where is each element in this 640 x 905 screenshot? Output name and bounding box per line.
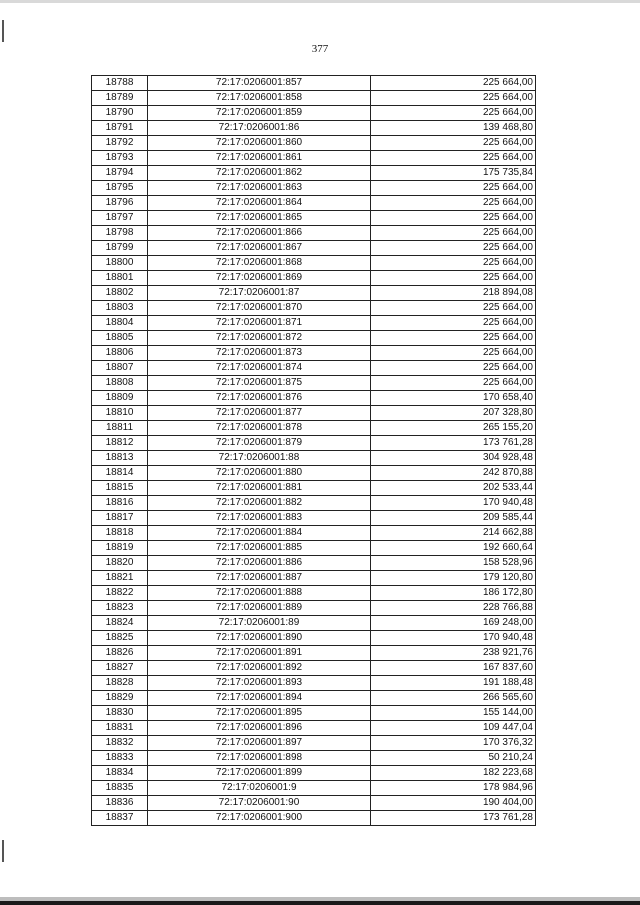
- table-row: [92, 121, 536, 136]
- cadastral-value-cell: 179 120,80: [371, 571, 536, 586]
- table-row: [92, 316, 536, 331]
- table-row: [92, 226, 536, 241]
- table-row: [92, 331, 536, 346]
- cadastral-value-cell: 50 210,24: [371, 751, 536, 766]
- cadastral-number-cell: 72:17:0206001:877: [148, 406, 371, 421]
- row-number-cell: 18791: [92, 121, 148, 136]
- table-row: [92, 706, 536, 721]
- table-row: [92, 376, 536, 391]
- cadastral-number-cell: 72:17:0206001:900: [148, 811, 371, 826]
- cadastral-number-cell: 72:17:0206001:880: [148, 466, 371, 481]
- table-row: [92, 436, 536, 451]
- table-row: [92, 286, 536, 301]
- table-row: [92, 661, 536, 676]
- table-row: [92, 136, 536, 151]
- row-number-cell: 18823: [92, 601, 148, 616]
- cadastral-number-cell: 72:17:0206001:885: [148, 541, 371, 556]
- table-row: [92, 751, 536, 766]
- table-row: [92, 631, 536, 646]
- table-row: [92, 391, 536, 406]
- cadastral-number-cell: 72:17:0206001:875: [148, 376, 371, 391]
- page-number: 377: [311, 43, 329, 55]
- cadastral-value-cell: 202 533,44: [371, 481, 536, 496]
- row-number-cell: 18826: [92, 646, 148, 661]
- row-number-cell: 18795: [92, 181, 148, 196]
- table-row: [92, 541, 536, 556]
- cadastral-value-cell: 225 664,00: [371, 106, 536, 121]
- table-row: [92, 781, 536, 796]
- row-number-cell: 18825: [92, 631, 148, 646]
- cadastral-number-cell: 72:17:0206001:886: [148, 556, 371, 571]
- cadastral-value-cell: 218 894,08: [371, 286, 536, 301]
- row-number-cell: 18789: [92, 91, 148, 106]
- cadastral-value-cell: 139 468,80: [371, 121, 536, 136]
- cadastral-number-cell: 72:17:0206001:882: [148, 496, 371, 511]
- table-row: [92, 556, 536, 571]
- table-row: [92, 766, 536, 781]
- row-number-cell: 18818: [92, 526, 148, 541]
- cadastral-number-cell: 72:17:0206001:870: [148, 301, 371, 316]
- cadastral-value-cell: 225 664,00: [371, 241, 536, 256]
- row-number-cell: 18814: [92, 466, 148, 481]
- cadastral-number-cell: 72:17:0206001:899: [148, 766, 371, 781]
- table-row: [92, 616, 536, 631]
- cadastral-value-cell: 225 664,00: [371, 331, 536, 346]
- cadastral-value-cell: 109 447,04: [371, 721, 536, 736]
- row-number-cell: 18830: [92, 706, 148, 721]
- table-row: [92, 451, 536, 466]
- row-number-cell: 18805: [92, 331, 148, 346]
- row-number-cell: 18803: [92, 301, 148, 316]
- cadastral-number-cell: 72:17:0206001:857: [148, 76, 371, 91]
- row-number-cell: 18827: [92, 661, 148, 676]
- table-row: [92, 211, 536, 226]
- table-body: [92, 76, 536, 826]
- cadastral-number-cell: 72:17:0206001:858: [148, 91, 371, 106]
- cadastral-value-cell: 186 172,80: [371, 586, 536, 601]
- cadastral-value-cell: 190 404,00: [371, 796, 536, 811]
- scan-bottom-edge: [0, 901, 640, 905]
- table-row: [92, 271, 536, 286]
- cadastral-number-cell: 72:17:0206001:863: [148, 181, 371, 196]
- scan-margin-mark: [2, 20, 4, 42]
- table-row: [92, 496, 536, 511]
- row-number-cell: 18790: [92, 106, 148, 121]
- table-row: [92, 721, 536, 736]
- row-number-cell: 18832: [92, 736, 148, 751]
- cadastral-number-cell: 72:17:0206001:861: [148, 151, 371, 166]
- cadastral-value-cell: 225 664,00: [371, 181, 536, 196]
- cadastral-value-cell: 175 735,84: [371, 166, 536, 181]
- cadastral-value-cell: 242 870,88: [371, 466, 536, 481]
- table-row: [92, 346, 536, 361]
- cadastral-number-cell: 72:17:0206001:9: [148, 781, 371, 796]
- table-row: [92, 586, 536, 601]
- cadastral-number-cell: 72:17:0206001:895: [148, 706, 371, 721]
- cadastral-value-cell: 225 664,00: [371, 376, 536, 391]
- cadastral-number-cell: 72:17:0206001:892: [148, 661, 371, 676]
- cadastral-number-cell: 72:17:0206001:869: [148, 271, 371, 286]
- row-number-cell: 18799: [92, 241, 148, 256]
- land-value-table: [91, 75, 536, 826]
- row-number-cell: 18809: [92, 391, 148, 406]
- cadastral-value-cell: 228 766,88: [371, 601, 536, 616]
- cadastral-value-cell: 225 664,00: [371, 361, 536, 376]
- row-number-cell: 18815: [92, 481, 148, 496]
- cadastral-value-cell: 182 223,68: [371, 766, 536, 781]
- cadastral-number-cell: 72:17:0206001:874: [148, 361, 371, 376]
- cadastral-number-cell: 72:17:0206001:893: [148, 676, 371, 691]
- cadastral-number-cell: 72:17:0206001:871: [148, 316, 371, 331]
- row-number-cell: 18835: [92, 781, 148, 796]
- row-number-cell: 18816: [92, 496, 148, 511]
- cadastral-number-cell: 72:17:0206001:864: [148, 196, 371, 211]
- table-row: [92, 151, 536, 166]
- row-number-cell: 18837: [92, 811, 148, 826]
- cadastral-value-cell: 170 376,32: [371, 736, 536, 751]
- row-number-cell: 18819: [92, 541, 148, 556]
- row-number-cell: 18836: [92, 796, 148, 811]
- cadastral-value-cell: 225 664,00: [371, 226, 536, 241]
- table-row: [92, 526, 536, 541]
- row-number-cell: 18800: [92, 256, 148, 271]
- cadastral-number-cell: 72:17:0206001:867: [148, 241, 371, 256]
- row-number-cell: 18792: [92, 136, 148, 151]
- cadastral-value-cell: 167 837,60: [371, 661, 536, 676]
- table-row: [92, 91, 536, 106]
- table-row: [92, 241, 536, 256]
- cadastral-value-cell: 225 664,00: [371, 136, 536, 151]
- cadastral-number-cell: 72:17:0206001:88: [148, 451, 371, 466]
- table-row: [92, 571, 536, 586]
- table-row: [92, 166, 536, 181]
- table-row: [92, 421, 536, 436]
- row-number-cell: 18811: [92, 421, 148, 436]
- row-number-cell: 18824: [92, 616, 148, 631]
- cadastral-number-cell: 72:17:0206001:883: [148, 511, 371, 526]
- cadastral-value-cell: 170 940,48: [371, 496, 536, 511]
- cadastral-number-cell: 72:17:0206001:897: [148, 736, 371, 751]
- row-number-cell: 18812: [92, 436, 148, 451]
- table-row: [92, 76, 536, 91]
- row-number-cell: 18793: [92, 151, 148, 166]
- cadastral-number-cell: 72:17:0206001:866: [148, 226, 371, 241]
- cadastral-value-cell: 225 664,00: [371, 316, 536, 331]
- table-row: [92, 361, 536, 376]
- table-row: [92, 301, 536, 316]
- cadastral-number-cell: 72:17:0206001:876: [148, 391, 371, 406]
- cadastral-number-cell: 72:17:0206001:887: [148, 571, 371, 586]
- cadastral-value-cell: 225 664,00: [371, 91, 536, 106]
- row-number-cell: 18813: [92, 451, 148, 466]
- table-row: [92, 811, 536, 826]
- table-row: [92, 106, 536, 121]
- table-row: [92, 196, 536, 211]
- cadastral-value-cell: 170 658,40: [371, 391, 536, 406]
- cadastral-value-cell: 304 928,48: [371, 451, 536, 466]
- cadastral-number-cell: 72:17:0206001:896: [148, 721, 371, 736]
- cadastral-number-cell: 72:17:0206001:889: [148, 601, 371, 616]
- cadastral-number-cell: 72:17:0206001:860: [148, 136, 371, 151]
- cadastral-value-cell: 173 761,28: [371, 436, 536, 451]
- row-number-cell: 18802: [92, 286, 148, 301]
- cadastral-value-cell: 192 660,64: [371, 541, 536, 556]
- cadastral-number-cell: 72:17:0206001:89: [148, 616, 371, 631]
- cadastral-value-cell: 225 664,00: [371, 211, 536, 226]
- table-row: [92, 691, 536, 706]
- cadastral-value-cell: 173 761,28: [371, 811, 536, 826]
- cadastral-value-cell: 225 664,00: [371, 256, 536, 271]
- row-number-cell: 18829: [92, 691, 148, 706]
- cadastral-number-cell: 72:17:0206001:859: [148, 106, 371, 121]
- table-row: [92, 796, 536, 811]
- cadastral-value-cell: 266 565,60: [371, 691, 536, 706]
- cadastral-value-cell: 170 940,48: [371, 631, 536, 646]
- row-number-cell: 18788: [92, 76, 148, 91]
- cadastral-number-cell: 72:17:0206001:894: [148, 691, 371, 706]
- row-number-cell: 18831: [92, 721, 148, 736]
- cadastral-value-cell: 225 664,00: [371, 196, 536, 211]
- cadastral-value-cell: 158 528,96: [371, 556, 536, 571]
- row-number-cell: 18797: [92, 211, 148, 226]
- row-number-cell: 18808: [92, 376, 148, 391]
- row-number-cell: 18834: [92, 766, 148, 781]
- row-number-cell: 18820: [92, 556, 148, 571]
- table-row: [92, 256, 536, 271]
- cadastral-number-cell: 72:17:0206001:898: [148, 751, 371, 766]
- row-number-cell: 18801: [92, 271, 148, 286]
- cadastral-value-cell: 225 664,00: [371, 301, 536, 316]
- cadastral-number-cell: 72:17:0206001:878: [148, 421, 371, 436]
- row-number-cell: 18806: [92, 346, 148, 361]
- cadastral-value-cell: 169 248,00: [371, 616, 536, 631]
- cadastral-number-cell: 72:17:0206001:90: [148, 796, 371, 811]
- cadastral-number-cell: 72:17:0206001:884: [148, 526, 371, 541]
- cadastral-number-cell: 72:17:0206001:891: [148, 646, 371, 661]
- cadastral-number-cell: 72:17:0206001:873: [148, 346, 371, 361]
- table-row: [92, 466, 536, 481]
- cadastral-value-cell: 214 662,88: [371, 526, 536, 541]
- row-number-cell: 18810: [92, 406, 148, 421]
- table-row: [92, 406, 536, 421]
- cadastral-value-cell: 225 664,00: [371, 346, 536, 361]
- cadastral-number-cell: 72:17:0206001:881: [148, 481, 371, 496]
- cadastral-value-cell: 225 664,00: [371, 151, 536, 166]
- row-number-cell: 18821: [92, 571, 148, 586]
- cadastral-number-cell: 72:17:0206001:87: [148, 286, 371, 301]
- scan-margin-mark: [2, 840, 4, 862]
- scan-top-edge: [0, 0, 640, 3]
- cadastral-number-cell: 72:17:0206001:888: [148, 586, 371, 601]
- row-number-cell: 18833: [92, 751, 148, 766]
- row-number-cell: 18822: [92, 586, 148, 601]
- cadastral-number-cell: 72:17:0206001:86: [148, 121, 371, 136]
- row-number-cell: 18798: [92, 226, 148, 241]
- cadastral-number-cell: 72:17:0206001:862: [148, 166, 371, 181]
- cadastral-value-cell: 265 155,20: [371, 421, 536, 436]
- cadastral-number-cell: 72:17:0206001:890: [148, 631, 371, 646]
- cadastral-value-cell: 238 921,76: [371, 646, 536, 661]
- cadastral-value-cell: 191 188,48: [371, 676, 536, 691]
- row-number-cell: 18796: [92, 196, 148, 211]
- table-row: [92, 181, 536, 196]
- cadastral-number-cell: 72:17:0206001:865: [148, 211, 371, 226]
- row-number-cell: 18807: [92, 361, 148, 376]
- cadastral-value-cell: 225 664,00: [371, 271, 536, 286]
- table-row: [92, 736, 536, 751]
- cadastral-value-cell: 178 984,96: [371, 781, 536, 796]
- row-number-cell: 18804: [92, 316, 148, 331]
- table-row: [92, 601, 536, 616]
- table-row: [92, 646, 536, 661]
- row-number-cell: 18828: [92, 676, 148, 691]
- row-number-cell: 18817: [92, 511, 148, 526]
- cadastral-number-cell: 72:17:0206001:872: [148, 331, 371, 346]
- table-row: [92, 481, 536, 496]
- cadastral-value-cell: 155 144,00: [371, 706, 536, 721]
- table-row: [92, 511, 536, 526]
- cadastral-number-cell: 72:17:0206001:879: [148, 436, 371, 451]
- cadastral-value-cell: 225 664,00: [371, 76, 536, 91]
- table-row: [92, 676, 536, 691]
- cadastral-number-cell: 72:17:0206001:868: [148, 256, 371, 271]
- row-number-cell: 18794: [92, 166, 148, 181]
- cadastral-value-cell: 207 328,80: [371, 406, 536, 421]
- cadastral-value-cell: 209 585,44: [371, 511, 536, 526]
